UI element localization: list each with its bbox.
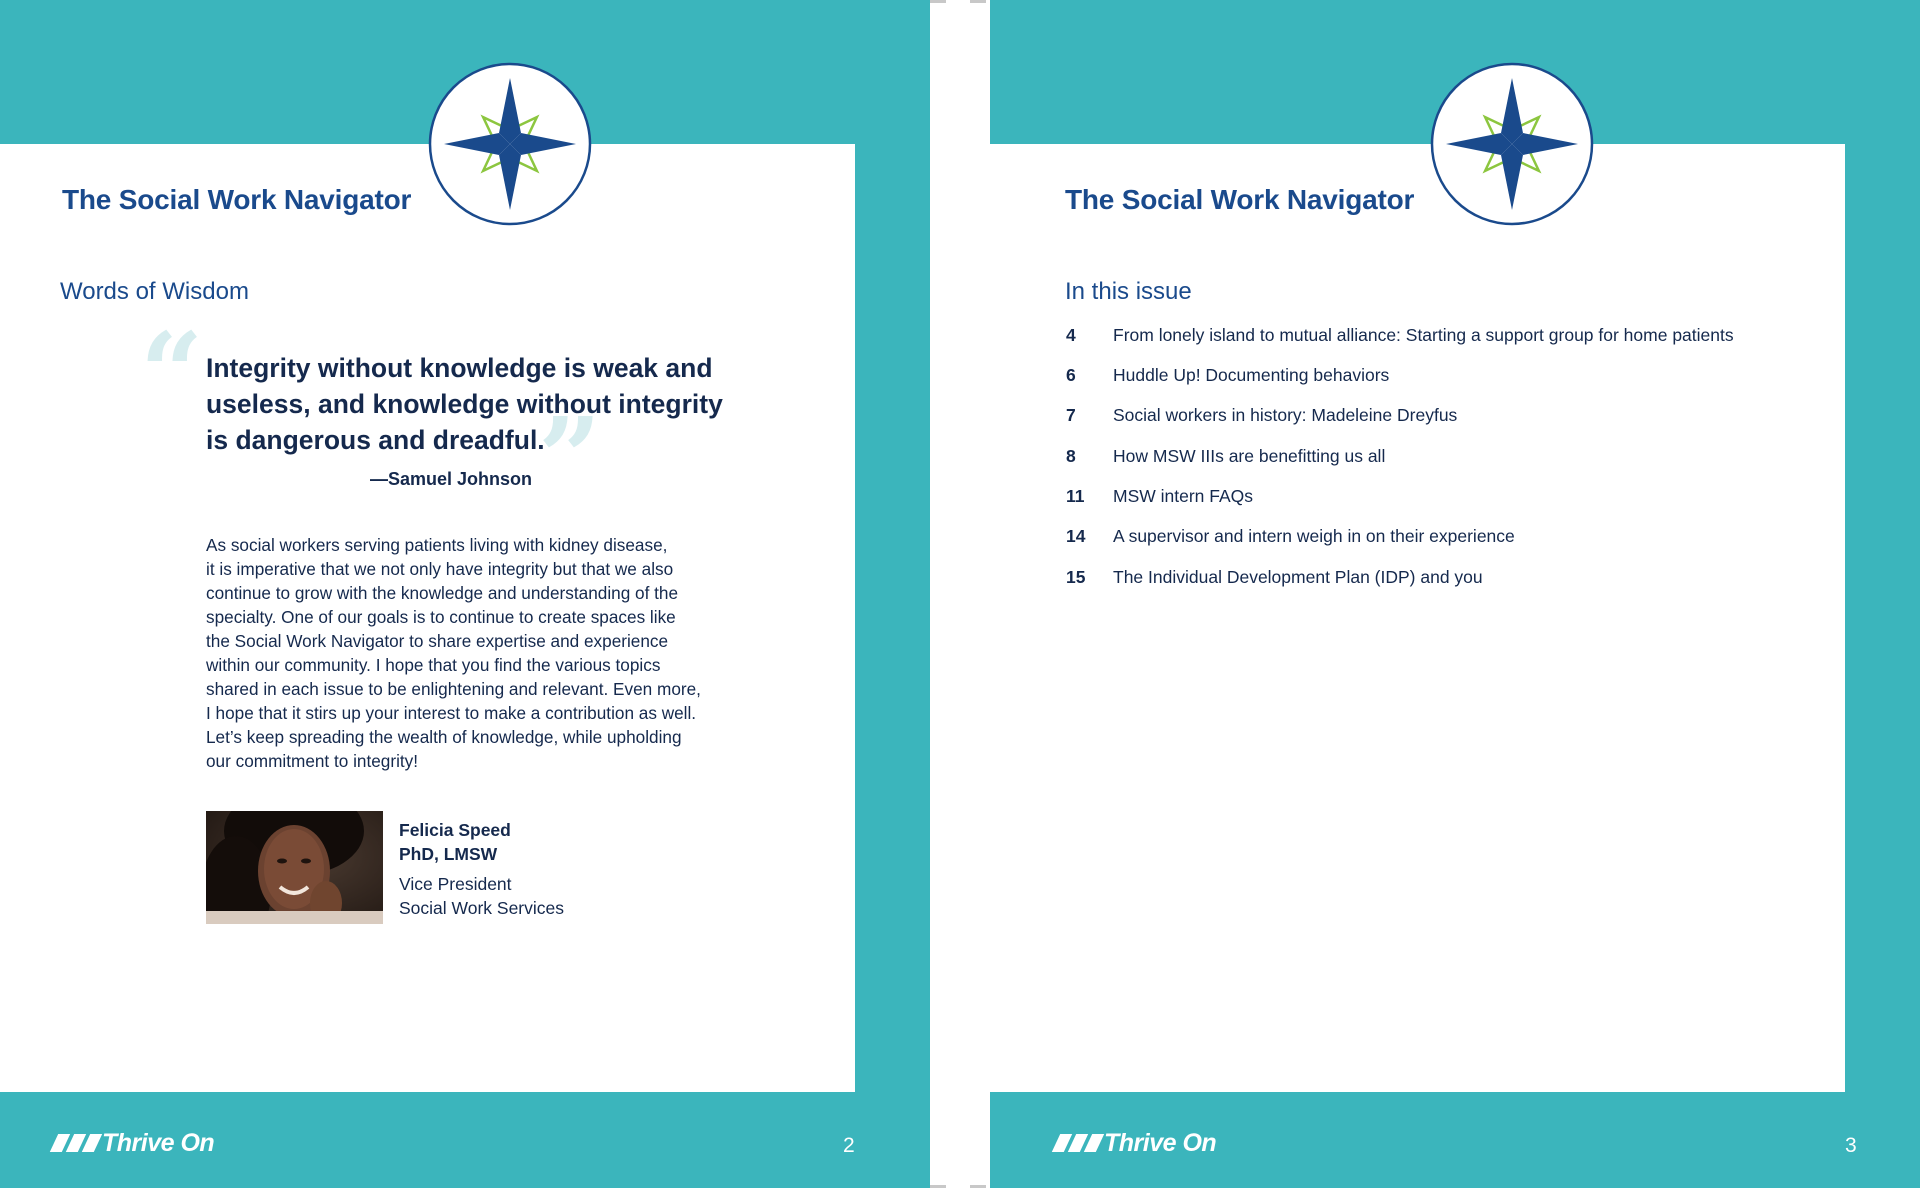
body-line: continue to grow with the knowledge and understanding of the bbox=[206, 583, 679, 603]
body-line: our commitment to integrity! bbox=[206, 751, 419, 771]
toc-title: The Individual Development Plan (IDP) and you bbox=[1113, 567, 1483, 587]
toc-title: Social workers in history: Madeleine Dreyfus bbox=[1113, 405, 1458, 425]
signature-role-block bbox=[399, 872, 564, 920]
quote-author: —Samuel Johnson bbox=[370, 469, 533, 489]
body-line: the Social Work Navigator to share expertise and experience bbox=[206, 631, 669, 651]
body-line: As social workers serving patients living with kidney disease, bbox=[206, 535, 668, 555]
body-paragraph bbox=[206, 533, 726, 773]
quote-line: useless, and knowledge without integrity bbox=[206, 389, 723, 419]
body-line: Let’s keep spreading the wealth of knowledge, while upholding bbox=[206, 727, 682, 747]
portrait-image bbox=[206, 811, 383, 924]
section-title: In this issue bbox=[1065, 278, 1192, 305]
signature-name-block bbox=[399, 818, 511, 866]
newsletter-title: The Social Work Navigator bbox=[1065, 184, 1415, 215]
footer-brand-text: Thrive On bbox=[1104, 1128, 1217, 1157]
signature-title: Vice President bbox=[399, 874, 512, 894]
compass-star-logo-icon bbox=[428, 62, 592, 226]
toc-title: How MSW IIIs are benefitting us all bbox=[1113, 446, 1386, 466]
body-line: specialty. One of our goals is to continue to create spaces like bbox=[206, 607, 676, 627]
author-photo bbox=[206, 811, 383, 924]
toc-page-number: 15 bbox=[1066, 567, 1086, 587]
footer-brand-text: Thrive On bbox=[102, 1128, 215, 1157]
signature-department: Social Work Services bbox=[399, 898, 565, 918]
toc-title: From lonely island to mutual alliance: Starting a support group for home patients bbox=[1113, 325, 1734, 345]
binding-mark bbox=[970, 0, 986, 3]
page-3 bbox=[990, 0, 1920, 1188]
footer-brand-logo bbox=[54, 1128, 214, 1158]
toc-title: Huddle Up! Documenting behaviors bbox=[1113, 365, 1390, 385]
body-line: I hope that it stirs up your interest to make a contribution as well. bbox=[206, 703, 697, 723]
binding-mark bbox=[930, 0, 946, 3]
toc-title: MSW intern FAQs bbox=[1113, 486, 1254, 506]
toc-page-number: 8 bbox=[1066, 446, 1076, 466]
page-number: 3 bbox=[1845, 1134, 1857, 1157]
brand-bars-icon bbox=[1056, 1134, 1100, 1152]
body-line: shared in each issue to be enlightening and relevant. Even more, bbox=[206, 679, 701, 699]
page-number: 2 bbox=[843, 1134, 855, 1157]
newsletter-title: The Social Work Navigator bbox=[62, 184, 412, 215]
brand-bars-icon bbox=[54, 1134, 98, 1152]
toc-page-number: 7 bbox=[1066, 405, 1076, 425]
pull-quote bbox=[206, 350, 726, 458]
toc-page-number: 11 bbox=[1066, 486, 1085, 506]
toc-title: A supervisor and intern weigh in on their experience bbox=[1113, 526, 1515, 546]
signature-name: Felicia Speed bbox=[399, 820, 511, 840]
toc-page-number: 4 bbox=[1066, 325, 1076, 345]
signature-credentials: PhD, LMSW bbox=[399, 844, 498, 864]
body-line: it is imperative that we not only have integrity but that we also bbox=[206, 559, 674, 579]
body-line: within our community. I hope that you find the various topics bbox=[206, 655, 661, 675]
page-gutter bbox=[930, 0, 990, 1188]
quote-line: Integrity without knowledge is weak and bbox=[206, 353, 713, 383]
compass-star-logo-icon bbox=[1430, 62, 1594, 226]
quote-line: is dangerous and dreadful. bbox=[206, 425, 545, 455]
section-title: Words of Wisdom bbox=[60, 278, 249, 305]
open-quote-mark-icon: “ bbox=[140, 308, 204, 437]
footer-brand-logo bbox=[1056, 1128, 1216, 1158]
close-quote-mark-icon: ” bbox=[538, 393, 602, 522]
page-2 bbox=[0, 0, 930, 1188]
toc-page-number: 6 bbox=[1066, 365, 1076, 385]
toc-page-number: 14 bbox=[1066, 526, 1086, 546]
